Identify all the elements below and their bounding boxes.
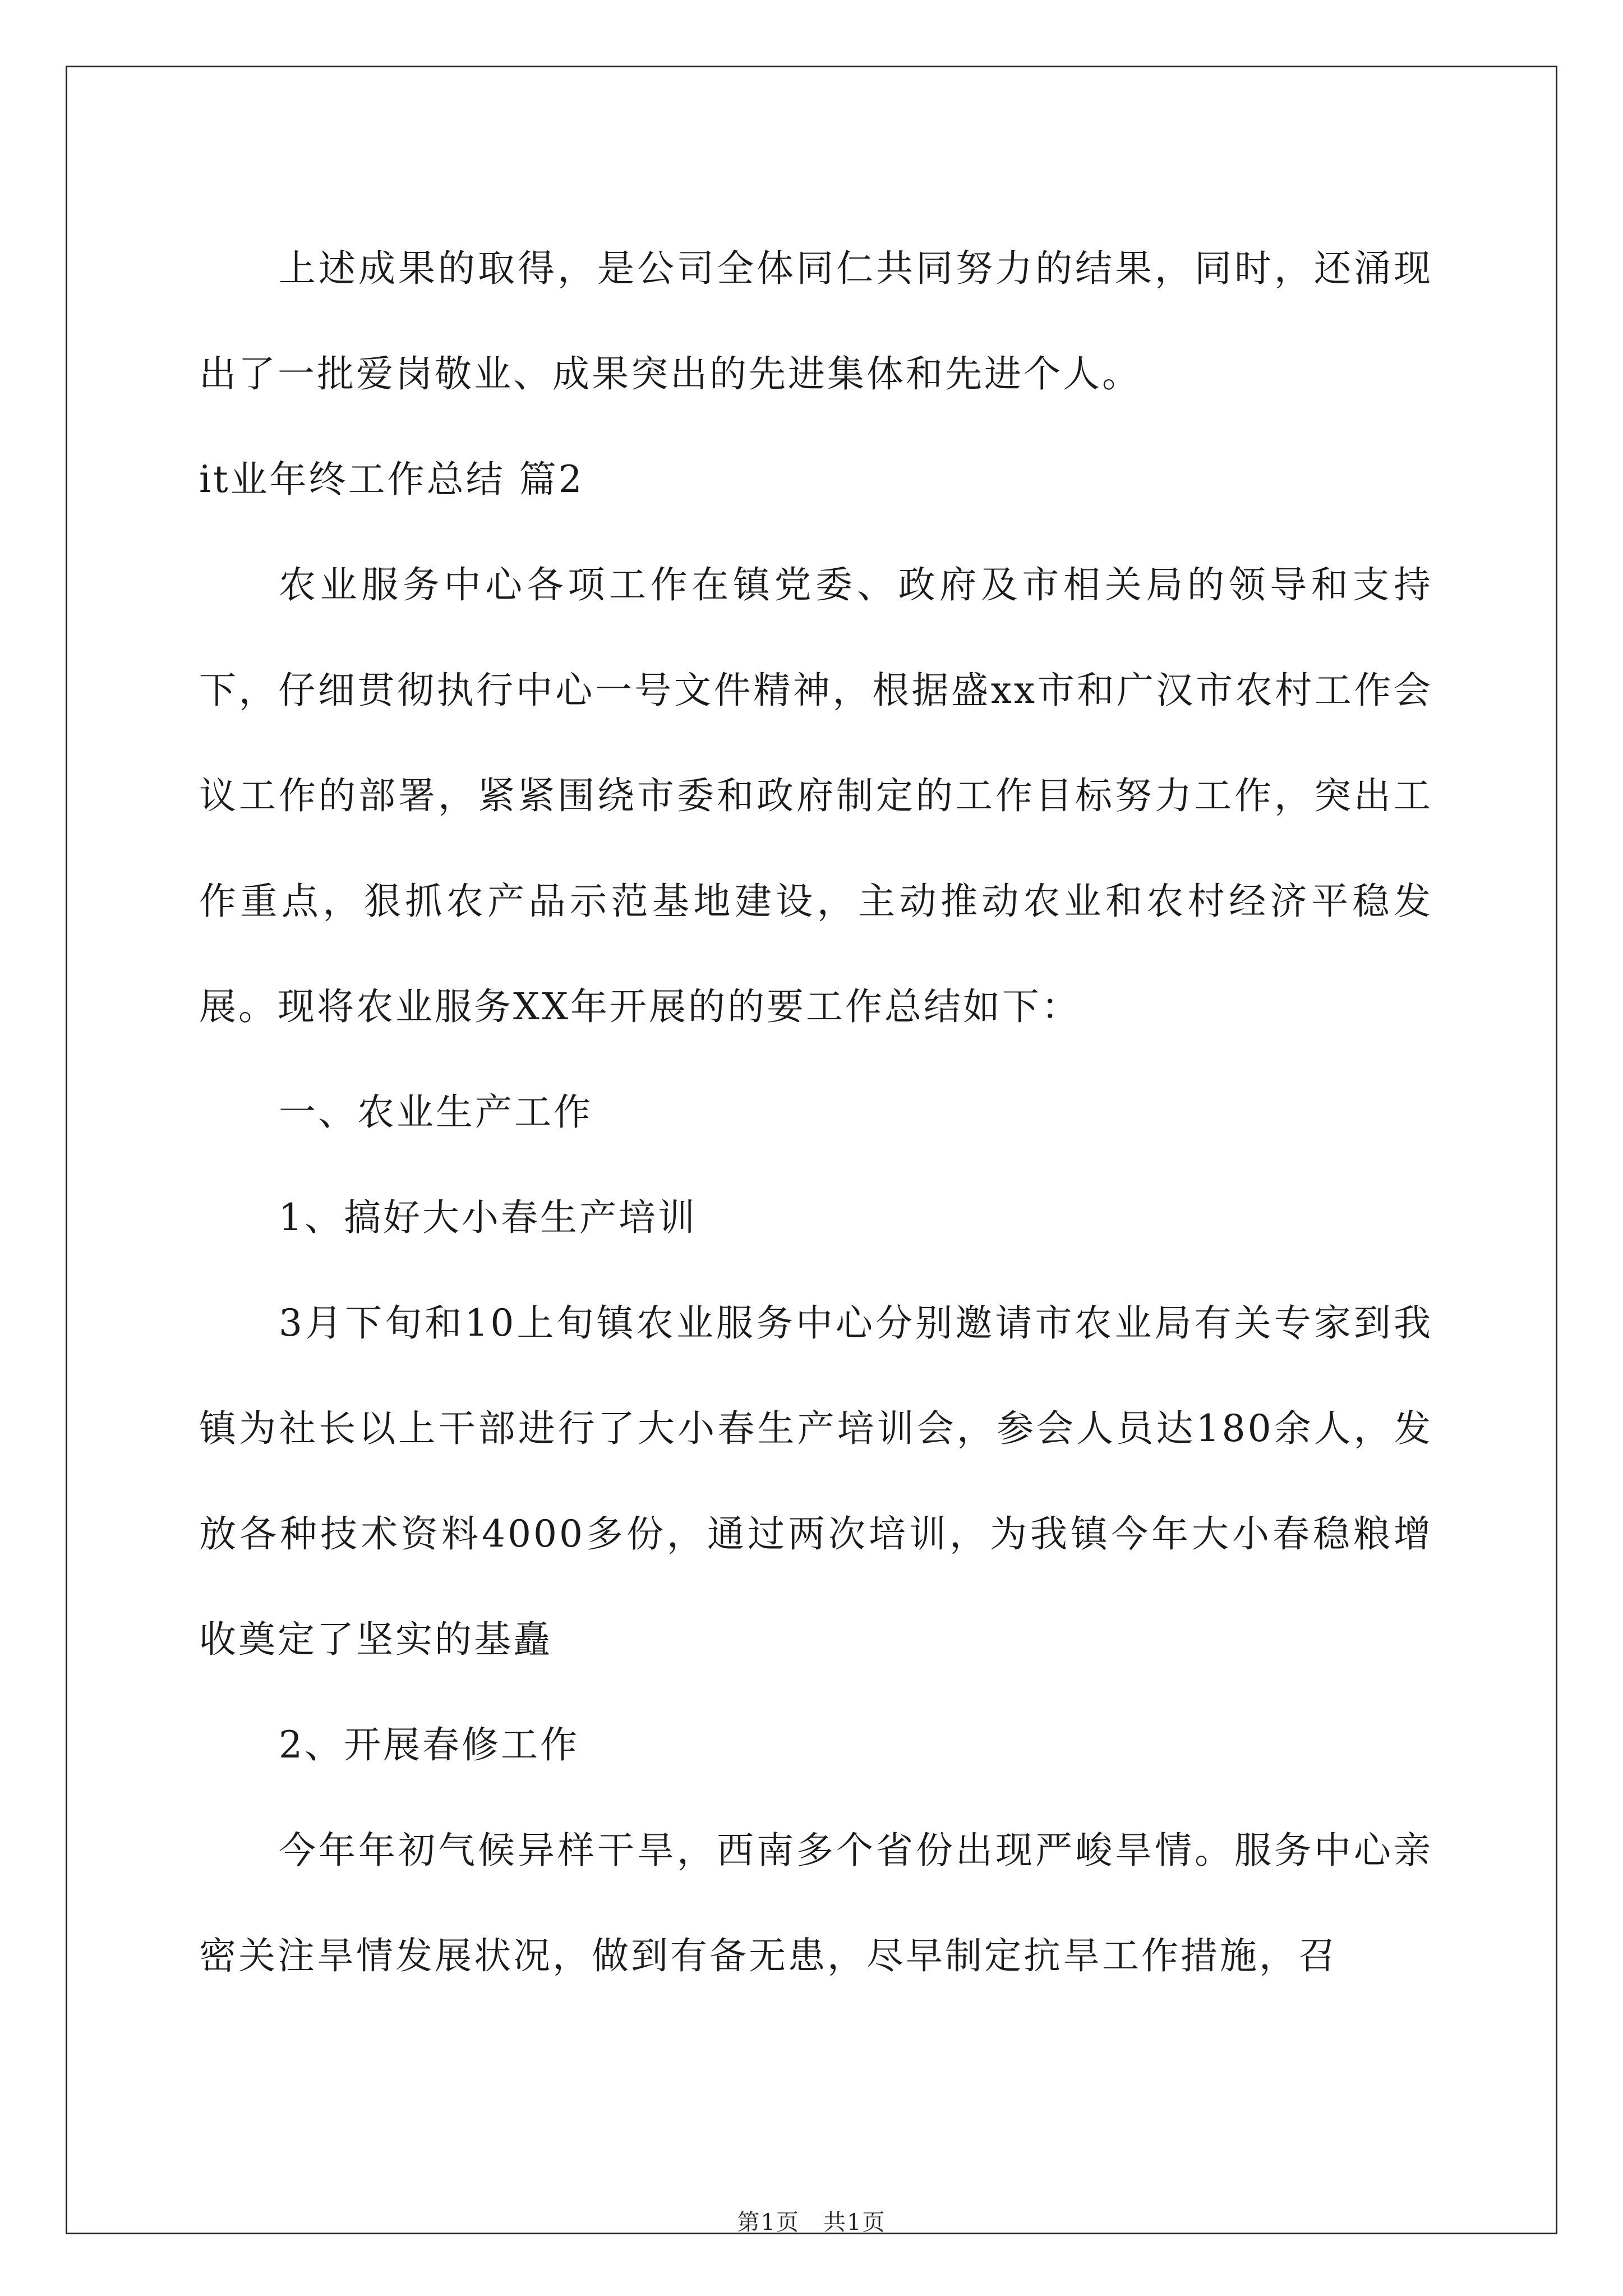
section-heading: it业年终工作总结 篇2 [199,458,584,501]
subheading-spring-repair: 2、开展春修工作 [279,1723,579,1766]
paragraph-drought: 今年年初气候异样干旱，西南多个省份出现严峻旱情。服务中心亲密关注旱情发展状况，做到有备无患，尽早制定抗旱工作措施，召 [199,1829,1433,1977]
page-number: 第1页 共1页 [737,2210,886,2235]
subheading-training: 1、搞好大小春生产培训 [279,1196,697,1239]
paragraph-training: 3月下旬和10上旬镇农业服务中心分别邀请市农业局有关专家到我镇为社长以上干部进行了大小春生产培训会，参会人员达180余人，发放各种技术资料4000多份，通过两次培训，为我镇今年大小春稳粮增收奠定了坚实的基矗 [199,1301,1433,1661]
subheading-agriculture-production: 一、农业生产工作 [279,1091,593,1134]
paragraph-intro: 农业服务中心各项工作在镇党委、政府及市相关局的领导和支持下，仔细贯彻执行中心一号文件精神，根据盛xx市和广汉市农村工作会议工作的部署，紧紧围绕市委和政府制定的工作目标努力工作，突出工作重点，狠抓农产品示范基地建设，主动推动农业和农村经济平稳发展。现将农业服务XX年开展的的要工作总结如下： [199,563,1433,1028]
paragraph-achievements: 上述成果的取得，是公司全体同仁共同努力的结果，同时，还涌现出了一批爱岗敬业、成果突出的先进集体和先进个人。 [199,247,1433,395]
document-body [199,216,1433,2009]
